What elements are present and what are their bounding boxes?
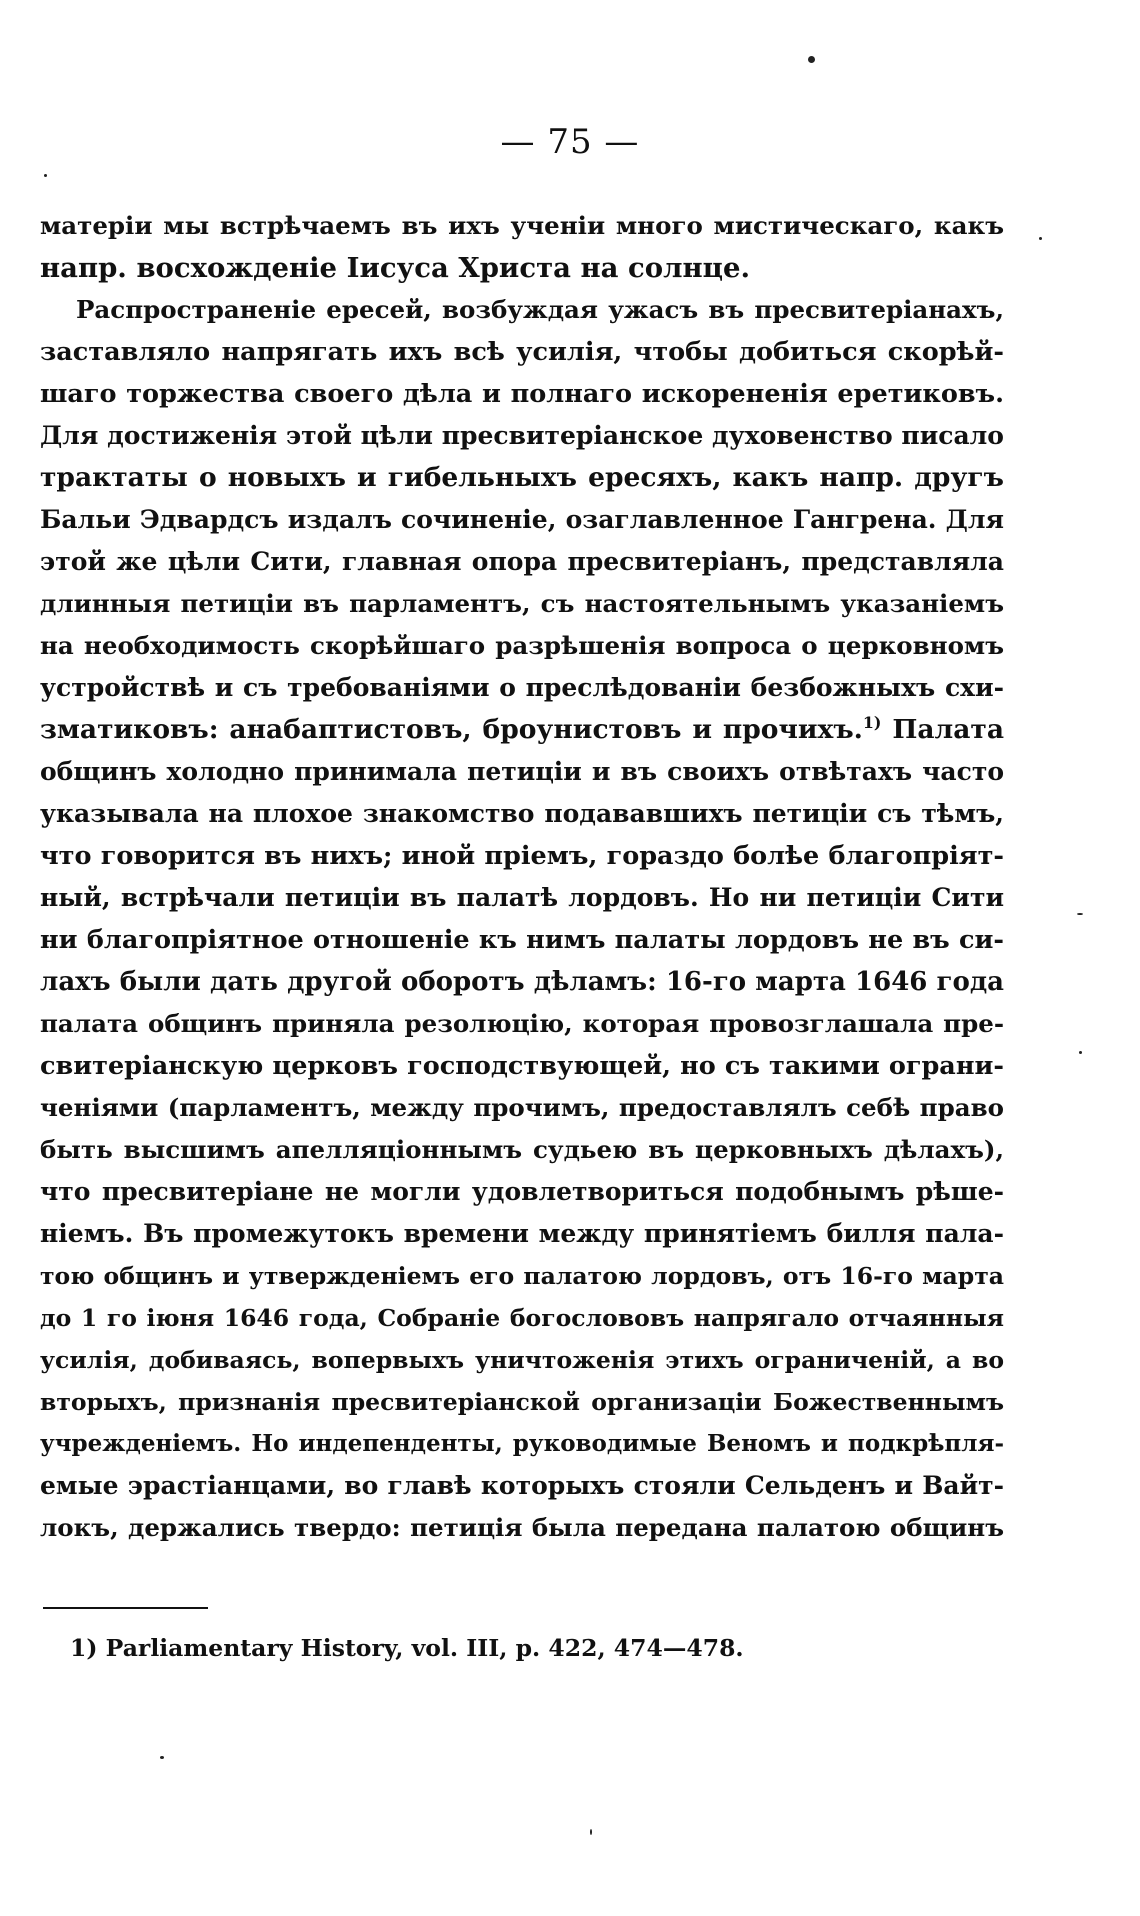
text-line: указывала на плохое знакомство подававшихъ петиціи съ тѣмъ, <box>40 799 1004 828</box>
scan-speck <box>1039 237 1042 240</box>
footnote-reference: 1) <box>862 713 882 733</box>
page-number: — 75 — <box>500 122 640 162</box>
text-line: напр. восхожденіе Іисуса Христа на солнце. <box>40 252 751 284</box>
scan-speck <box>1079 1051 1082 1054</box>
text-line-main: зматиковъ: анабаптистовъ, броунистовъ и прочихъ. <box>40 714 863 745</box>
scan-speck <box>160 1756 164 1759</box>
text-line: до 1 го іюня 1646 года, Собраніе богослововъ напрягало отчаянныя <box>40 1304 1004 1332</box>
text-line: заставляло напрягать ихъ всѣ усилія, чтобы добиться скорѣй- <box>40 337 1004 367</box>
text-line: Для достиженія этой цѣли пресвитеріанское духовенство писало <box>40 421 1004 450</box>
footnote-text: Parliamentary History, vol. III, p. 422, 474—478. <box>97 1634 744 1662</box>
footnote <box>70 1629 744 1667</box>
text-line: лахъ были дать другой оборотъ дѣламъ: 16-го марта 1646 года <box>40 967 1004 997</box>
footnote-separator <box>43 1607 208 1609</box>
text-line: шаго торжества своего дѣла и полнаго искорененія еретиковъ. <box>40 379 1004 409</box>
text-line: быть высшимъ апелляціоннымъ судьею въ церковныхъ дѣлахъ), <box>40 1135 1004 1164</box>
scan-speck <box>44 174 47 177</box>
text-line: общинъ холодно принимала петиціи и въ своихъ отвѣтахъ часто <box>40 757 1004 786</box>
text-line: Распространеніе ересей, возбуждая ужасъ въ пресвитеріанахъ, <box>76 295 1004 324</box>
text-line: длинныя петиціи въ парламентъ, съ настоятельнымъ указаніемъ <box>40 589 1004 618</box>
text-line: трактаты о новыхъ и гибельныхъ ересяхъ, какъ напр. другъ <box>40 462 1004 493</box>
text-line <box>40 709 1004 751</box>
text-line: устройствѣ и съ требованіями о преслѣдованіи безбожныхъ схи- <box>40 673 1004 702</box>
text-line: локъ, держались твердо: петиція была передана палатою общинъ <box>40 1513 1004 1542</box>
text-line: Бальи Эдвардсъ издалъ сочиненіе, озаглавленное Гангрена. Для <box>40 505 1004 534</box>
text-line: ный, встрѣчали петиціи въ палатѣ лордовъ. Но ни петиціи Сити <box>40 883 1004 912</box>
scan-speck <box>1077 913 1083 915</box>
text-line: что говорится въ нихъ; иной пріемъ, гораздо болѣе благопріят- <box>40 841 1004 871</box>
text-line: емые эрастіанцами, во главѣ которыхъ стояли Сельденъ и Вайт- <box>40 1471 1004 1500</box>
text-line: палата общинъ приняла резолюцію, которая провозглашала пре- <box>40 1009 1004 1038</box>
body-text <box>40 205 1004 1549</box>
footnote-mark: 1) <box>70 1634 98 1662</box>
text-line: на необходимость скорѣйшаго разрѣшенія вопроса о церковномъ <box>40 631 1004 660</box>
text-line: ченіями (парламентъ, между прочимъ, предоставлялъ себѣ право <box>40 1093 1004 1122</box>
text-line: тою общинъ и утвержденіемъ его палатою лордовъ, отъ 16-го марта <box>40 1262 1004 1290</box>
text-line-continuation: Палата <box>881 714 1004 745</box>
text-line: учрежденіемъ. Но индепенденты, руководимые Веномъ и подкрѣпля- <box>40 1430 1004 1457</box>
scan-speck <box>590 1829 592 1835</box>
text-line: что пресвитеріане не могли удовлетвориться подобнымъ рѣше- <box>40 1177 1004 1206</box>
text-line: свитеріанскую церковъ господствующей, но съ такими ограни- <box>40 1051 1004 1081</box>
text-line: этой же цѣли Сити, главная опора пресвитеріанъ, представляла <box>40 547 1004 576</box>
scan-speck <box>808 56 815 63</box>
text-line: вторыхъ, признанія пресвитеріанской организаціи Божественнымъ <box>40 1388 1004 1416</box>
text-line: ни благопріятное отношеніе къ нимъ палаты лордовъ не въ си- <box>40 925 1004 955</box>
text-line: матеріи мы встрѣчаемъ въ ихъ ученіи много мистическаго, какъ <box>40 211 1004 240</box>
text-line: ніемъ. Въ промежутокъ времени между принятіемъ билля пала- <box>40 1219 1004 1248</box>
text-line: усилія, добиваясь, вопервыхъ уничтоженія этихъ ограниченій, а во <box>40 1346 1004 1374</box>
